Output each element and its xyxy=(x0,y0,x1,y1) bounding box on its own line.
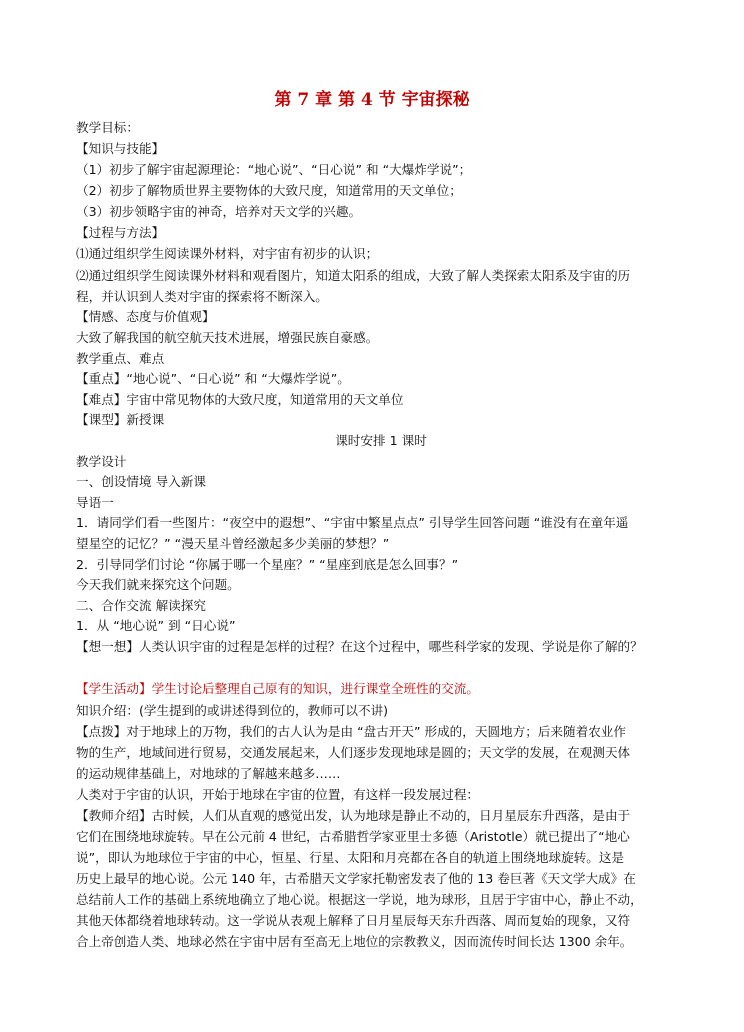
text-line: ⑴通过组织学生阅读课外材料，对宇宙有初步的认识； xyxy=(76,246,379,261)
text-line: 总结前人工作的基础上系统地确立了地心说。根据这一学说，地为球形，且居于宇宙中心，静止不动， xyxy=(76,892,643,907)
text-line: 课时安排 1 课时 xyxy=(335,433,427,448)
text-line: 1．请同学们看一些图片：“夜空中的遐想”、“宇宙中繁星点点” 引导学生回答问题 “谁没有在童年遥 xyxy=(76,515,629,530)
text-line: 【知识与技能】 xyxy=(76,141,165,156)
text-line: （1）初步了解宇宙起源理论：“地心说”、“日心说” 和 “大爆炸学说”； xyxy=(76,162,472,177)
text-line: 导语一 xyxy=(76,495,114,510)
text-line: 教学设计 xyxy=(76,454,127,469)
text-line: 1．从 “地心说” 到 “日心说” xyxy=(76,618,236,633)
text-line: 人类对于宇宙的认识，开始于地球在宇宙的位置，有这样一段发展过程： xyxy=(76,787,479,802)
text-line: 教学目标： xyxy=(76,120,139,135)
text-line: 的运动规律基础上，对地球的了解越来越多…… xyxy=(76,766,341,781)
text-line: 二、合作交流 解读探究 xyxy=(76,598,206,613)
text-line: 程，并认识到人类对宇宙的探索将不断深入。 xyxy=(76,289,328,304)
text-line: （2）初步了解物质世界主要物体的大致尺度，知道常用的天文单位； xyxy=(76,183,462,198)
text-line: 2．引导同学们讨论 “你属于哪一个星座？” “星座到底是怎么回事？” xyxy=(76,557,459,572)
text-line: 【情感、态度与价值观】 xyxy=(76,309,215,324)
text-line: 【过程与方法】 xyxy=(76,225,165,240)
text-line: 知识介绍：(学生提到的或讲述得到位的，教师可以不讲) xyxy=(76,703,389,718)
text-line: 教学重点、难点 xyxy=(76,351,165,366)
text-line: 【点拨】对于地球上的万物，我们的古人认为是由 “盘古开天” 形成的，天圆地方；后来随着农业作 xyxy=(76,724,626,739)
text-line: 它们在围绕地球旋转。早在公元前 4 世纪，古希腊哲学家亚里士多德（Aristotle）就已提出了“地心 xyxy=(76,829,630,844)
text-line: 历史上最早的地心说。公元 140 年，古希腊天文学家托勒密发表了他的 13 卷巨著《天文学大成》在 xyxy=(76,871,636,886)
text-line: （3）初步领略宇宙的神奇，培养对天文学的兴趣。 xyxy=(76,204,362,219)
text-line: 【教师介绍】古时候，人们从直观的感觉出发，认为地球是静止不动的，日月星辰东升西落，是由于 xyxy=(76,808,631,823)
page-title: 第 7 章 第 4 节 宇宙探秘 xyxy=(274,90,470,110)
text-line: 大致了解我国的航空航天技术进展，增强民族自豪感。 xyxy=(76,330,379,345)
text-line: 说”，即认为地球位于宇宙的中心，恒星、行星、太阳和月亮都在各自的轨道上围绕地球旋转。这是 xyxy=(76,850,625,865)
text-line: 望星空的记忆？” “漫天星斗曾经激起多少美丽的梦想？” xyxy=(76,536,390,551)
text-line: 【难点】宇宙中常见物体的大致尺度，知道常用的天文单位 xyxy=(76,392,404,407)
text-line: 其他天体都绕着地球转动。这一学说从表观上解释了日月星辰每天东升西落、周而复始的现象，又符 xyxy=(76,913,631,928)
text-line: 合上帝创造人类、地球必然在宇宙中居有至高无上地位的宗教教义，因而流传时间长达 1300 余年。 xyxy=(76,934,633,949)
text-line: 【学生活动】学生讨论后整理自己原有的知识，进行课堂全班性的交流。 xyxy=(76,681,479,696)
text-line: 【重点】“地心说”、“日心说” 和 “大爆炸学说”。 xyxy=(76,371,350,386)
text-line: 【想一想】人类认识宇宙的过程是怎样的过程？在这个过程中，哪些科学家的发现、学说是你了解的？ xyxy=(76,639,643,654)
text-line: 物的生产，地域间进行贸易，交通发展起来，人们逐步发现地球是圆的；天文学的发展，在观测天体 xyxy=(76,745,631,760)
text-line: 一、创设情境 导入新课 xyxy=(76,474,206,489)
text-line: 今天我们就来探究这个问题。 xyxy=(76,577,240,592)
text-line: 【课型】新授课 xyxy=(76,412,165,427)
text-line: ⑵通过组织学生阅读课外材料和观看图片，知道太阳系的组成，大致了解人类探索太阳系及宇宙的历 xyxy=(76,268,631,283)
